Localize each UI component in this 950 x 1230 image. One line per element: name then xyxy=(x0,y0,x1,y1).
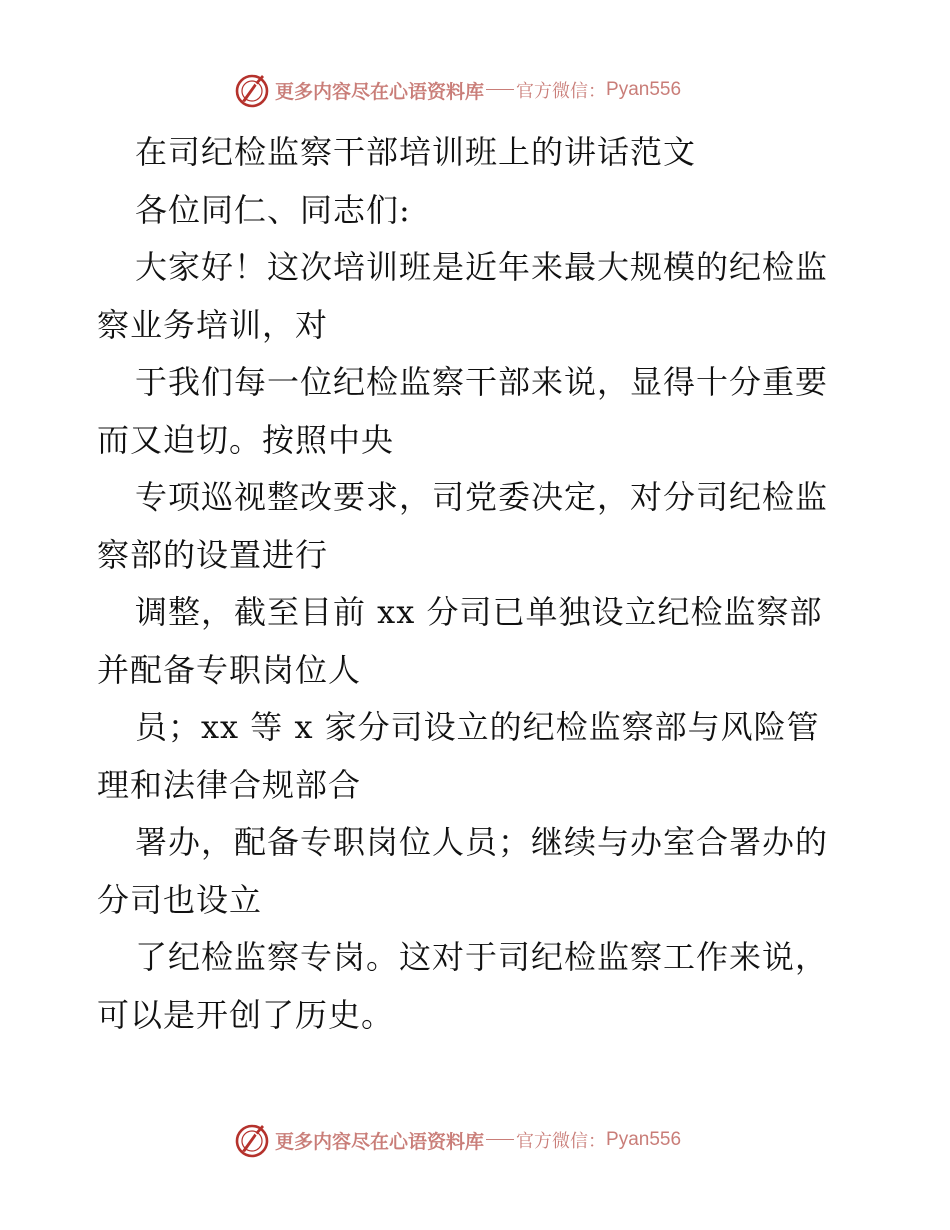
banner-sub-text: 官方微信： xyxy=(516,1131,607,1152)
banner-account: Pyan556 xyxy=(606,1129,682,1150)
paragraph-line: 署办，配备专职岗位人员；继续与办室合署办的 xyxy=(135,823,829,861)
paragraph-line: 分司也设立 xyxy=(97,880,263,919)
footer-watermark-banner xyxy=(233,1120,753,1160)
red-pen-circle-icon xyxy=(233,1121,271,1159)
header-watermark-banner xyxy=(233,70,753,110)
banner-dash xyxy=(486,89,514,90)
red-pen-circle-icon xyxy=(233,71,271,109)
paragraph-line: 专项巡视整改要求，司党委决定，对分司纪检监 xyxy=(135,478,829,516)
banner-main-text: 更多内容尽在心语资料库 xyxy=(275,1130,485,1153)
paragraph-line: 大家好！这次培训班是近年来最大规模的纪检监 xyxy=(135,248,829,286)
banner-dash xyxy=(486,1139,514,1140)
paragraph-line: 了纪检监察专岗。这对于司纪检监察工作来说， xyxy=(135,938,829,976)
paragraph-line: 于我们每一位纪检监察干部来说，显得十分重要 xyxy=(135,363,829,401)
paragraph-line: 而又迫切。按照中央 xyxy=(97,420,395,459)
banner-main-text: 更多内容尽在心语资料库 xyxy=(275,80,485,103)
banner-account: Pyan556 xyxy=(606,79,682,100)
paragraph-line: 调整，截至目前 xx 分司已单独设立纪检监察部 xyxy=(135,593,823,631)
paragraph-line: 员；xx 等 x 家分司设立的纪检监察部与风险管 xyxy=(135,708,820,746)
paragraph-line: 察业务培训，对 xyxy=(97,305,329,344)
banner-sub-text: 官方微信： xyxy=(516,81,607,102)
document-title: 在司纪检监察干部培训班上的讲话范文 xyxy=(135,133,697,171)
paragraph-line: 可以是开创了历史。 xyxy=(97,995,395,1034)
paragraph-line: 并配备专职岗位人 xyxy=(97,650,362,689)
paragraph-line: 察部的设置进行 xyxy=(97,535,329,574)
paragraph-line: 各位同仁、同志们: xyxy=(135,190,411,229)
document-body xyxy=(97,124,857,1044)
paragraph-line: 理和法律合规部合 xyxy=(97,765,362,804)
